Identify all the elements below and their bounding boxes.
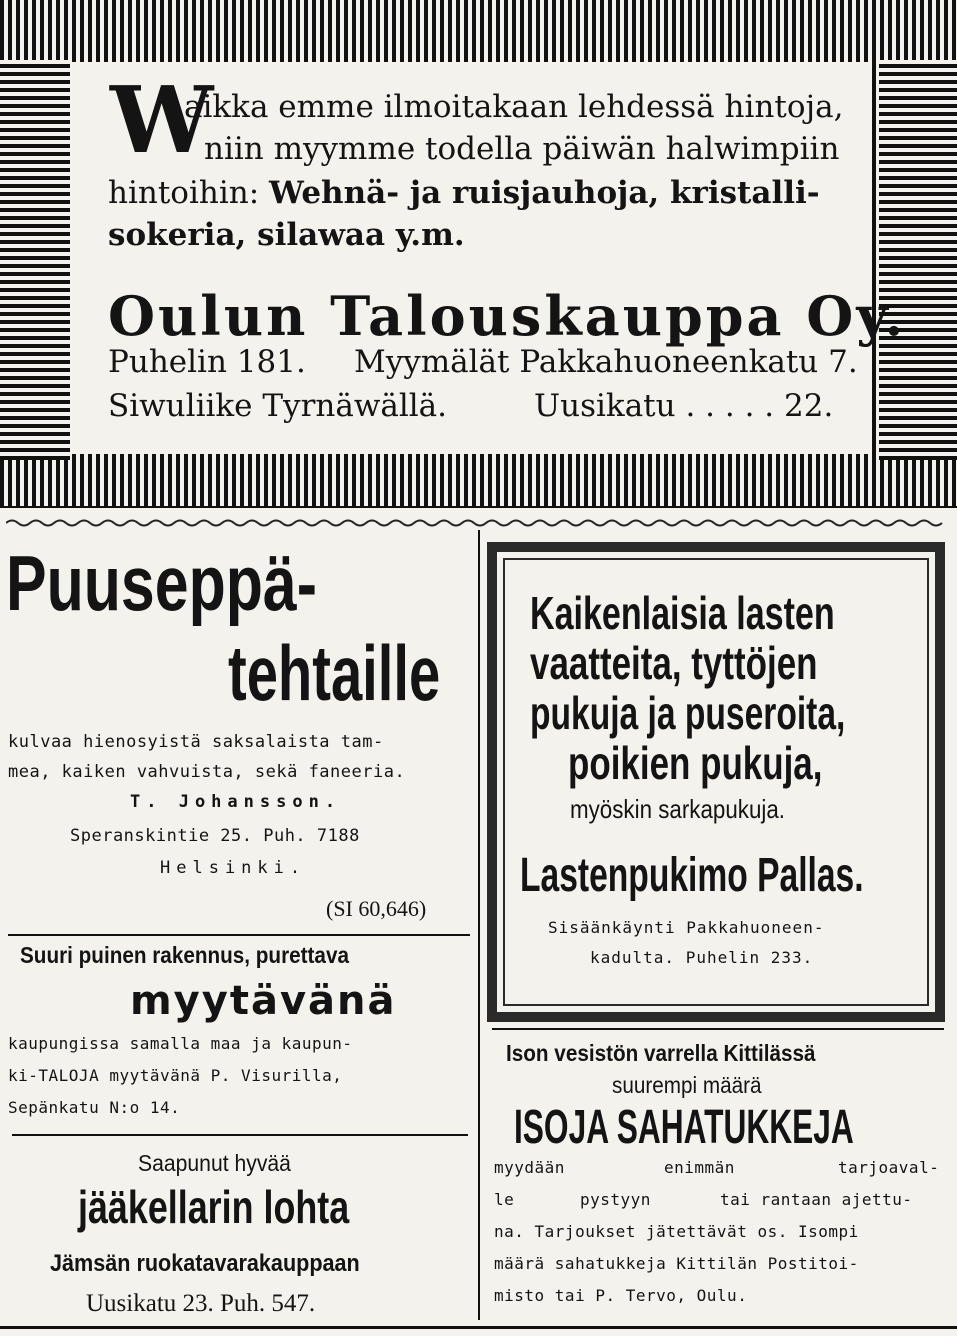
ad-line-3-lead: hintoihin: — [108, 175, 260, 211]
ad-line-1: aikka emme ilmoitakaan lehdessä hintoja, — [184, 89, 844, 125]
ad-frame-left — [0, 60, 70, 460]
lohi-line-3: Uusikatu 23. Puh. 547. — [86, 1290, 316, 1317]
rakennus-line-2: kaupungissa samalla maa ja kaupun- — [8, 1034, 353, 1053]
drop-cap: W — [110, 66, 208, 174]
branch-shop: Siwuliike Tyrnäwällä. — [108, 388, 448, 424]
puuseppa-line-1: kulvaa hienosyistä saksalaista tam- — [8, 732, 384, 752]
section-divider — [6, 518, 950, 528]
rakennus-line-1: Suuri puinen rakennus, purettava — [20, 942, 349, 968]
sahatukki-l1a: myydään — [494, 1158, 565, 1177]
oulun-talouskauppa-ad — [0, 0, 957, 512]
firm-name: Oulun Talouskauppa Oy. — [108, 284, 907, 348]
sahatukki-l4: määrä sahatukkeja Kittilän Postitoi- — [494, 1254, 859, 1273]
sahatukki-l2a: le — [494, 1190, 515, 1209]
page-bottom-rule — [0, 1326, 957, 1329]
sahatukki-l2b: pystyyn — [580, 1190, 651, 1209]
divider-1 — [8, 934, 470, 936]
lasten-line-1: Kaikenlaisia lasten — [530, 587, 835, 639]
ad-line-3-bold: Wehnä- ja ruisjauhoja, kristalli- — [269, 175, 820, 211]
sahatukki-l2c: tai rantaan ajettu- — [720, 1190, 913, 1209]
sahatukki-headline: ISOJA SAHATUKKEJA — [514, 1101, 854, 1154]
lasten-entry-2: kadulta. Puhelin 233. — [590, 948, 814, 967]
lohi-line-1: Saapunut hyvää — [138, 1150, 291, 1176]
sahatukki-l3: na. Tarjoukset jätettävät os. Isompi — [494, 1222, 859, 1241]
lasten-entry-1: Sisäänkäynti Pakkahuoneen- — [548, 918, 825, 937]
puuseppa-line-2: mea, kaiken vahvuista, sekä faneeria. — [8, 762, 406, 782]
lohi-line-2: Jämsän ruokatavarakauppaan — [50, 1250, 360, 1277]
ad-content — [72, 62, 907, 454]
sahatukki-l1c: tarjoaval- — [838, 1158, 940, 1177]
second-shop-address: Uusikatu . . . . . 22. — [534, 388, 834, 424]
lasten-firm: Lastenpukimo Pallas. — [520, 849, 864, 902]
shops-address: Myymälät Pakkahuoneenkatu 7. — [354, 344, 858, 380]
lasten-line-2: vaatteita, tyttöjen — [530, 637, 818, 689]
ad-code: (SI 60,646) — [326, 896, 427, 921]
column-rule — [478, 530, 480, 1320]
rakennus-headline: myytävänä — [130, 978, 397, 1024]
puuseppa-address: Speranskintie 25. Puh. 7188 — [70, 826, 360, 846]
puuseppa-city: Helsinki. — [160, 858, 307, 878]
rakennus-line-3: ki-TALOJA myytävänä P. Visurilla, — [8, 1066, 343, 1085]
divider-2 — [12, 1134, 468, 1136]
rakennus-line-4: Sepänkatu N:o 14. — [8, 1098, 181, 1117]
ad-line-2: niin myymme todella päiwän halwimpiin — [204, 131, 840, 167]
ad-line-3 — [108, 176, 820, 210]
divider-3 — [492, 1028, 944, 1030]
lasten-line-5: myöskin sarkapukuja. — [570, 794, 785, 824]
ad-bottom-rule — [0, 506, 957, 514]
ad-frame-right — [879, 60, 957, 460]
lohi-headline: jääkellarin lohta — [78, 1181, 350, 1233]
sahatukki-line-2: suurempi määrä — [612, 1072, 762, 1098]
sahatukki-l5: misto tai P. Tervo, Oulu. — [494, 1286, 748, 1305]
sahatukki-l1b: enimmän — [664, 1158, 735, 1177]
sahatukki-line-1: Ison vesistön varrella Kittilässä — [506, 1040, 816, 1066]
lasten-line-4: poikien pukuja, — [568, 737, 823, 789]
puuseppa-headline-2: tehtaille — [228, 629, 441, 717]
lasten-line-3: pukuja ja puseroita, — [530, 687, 846, 739]
puuseppa-headline-1: Puuseppä- — [6, 539, 318, 627]
puuseppa-name: T. Johansson. — [130, 792, 342, 812]
phone-number: Puhelin 181. — [108, 344, 306, 380]
ad-line-4: sokeria, silawaa y.m. — [108, 217, 465, 253]
